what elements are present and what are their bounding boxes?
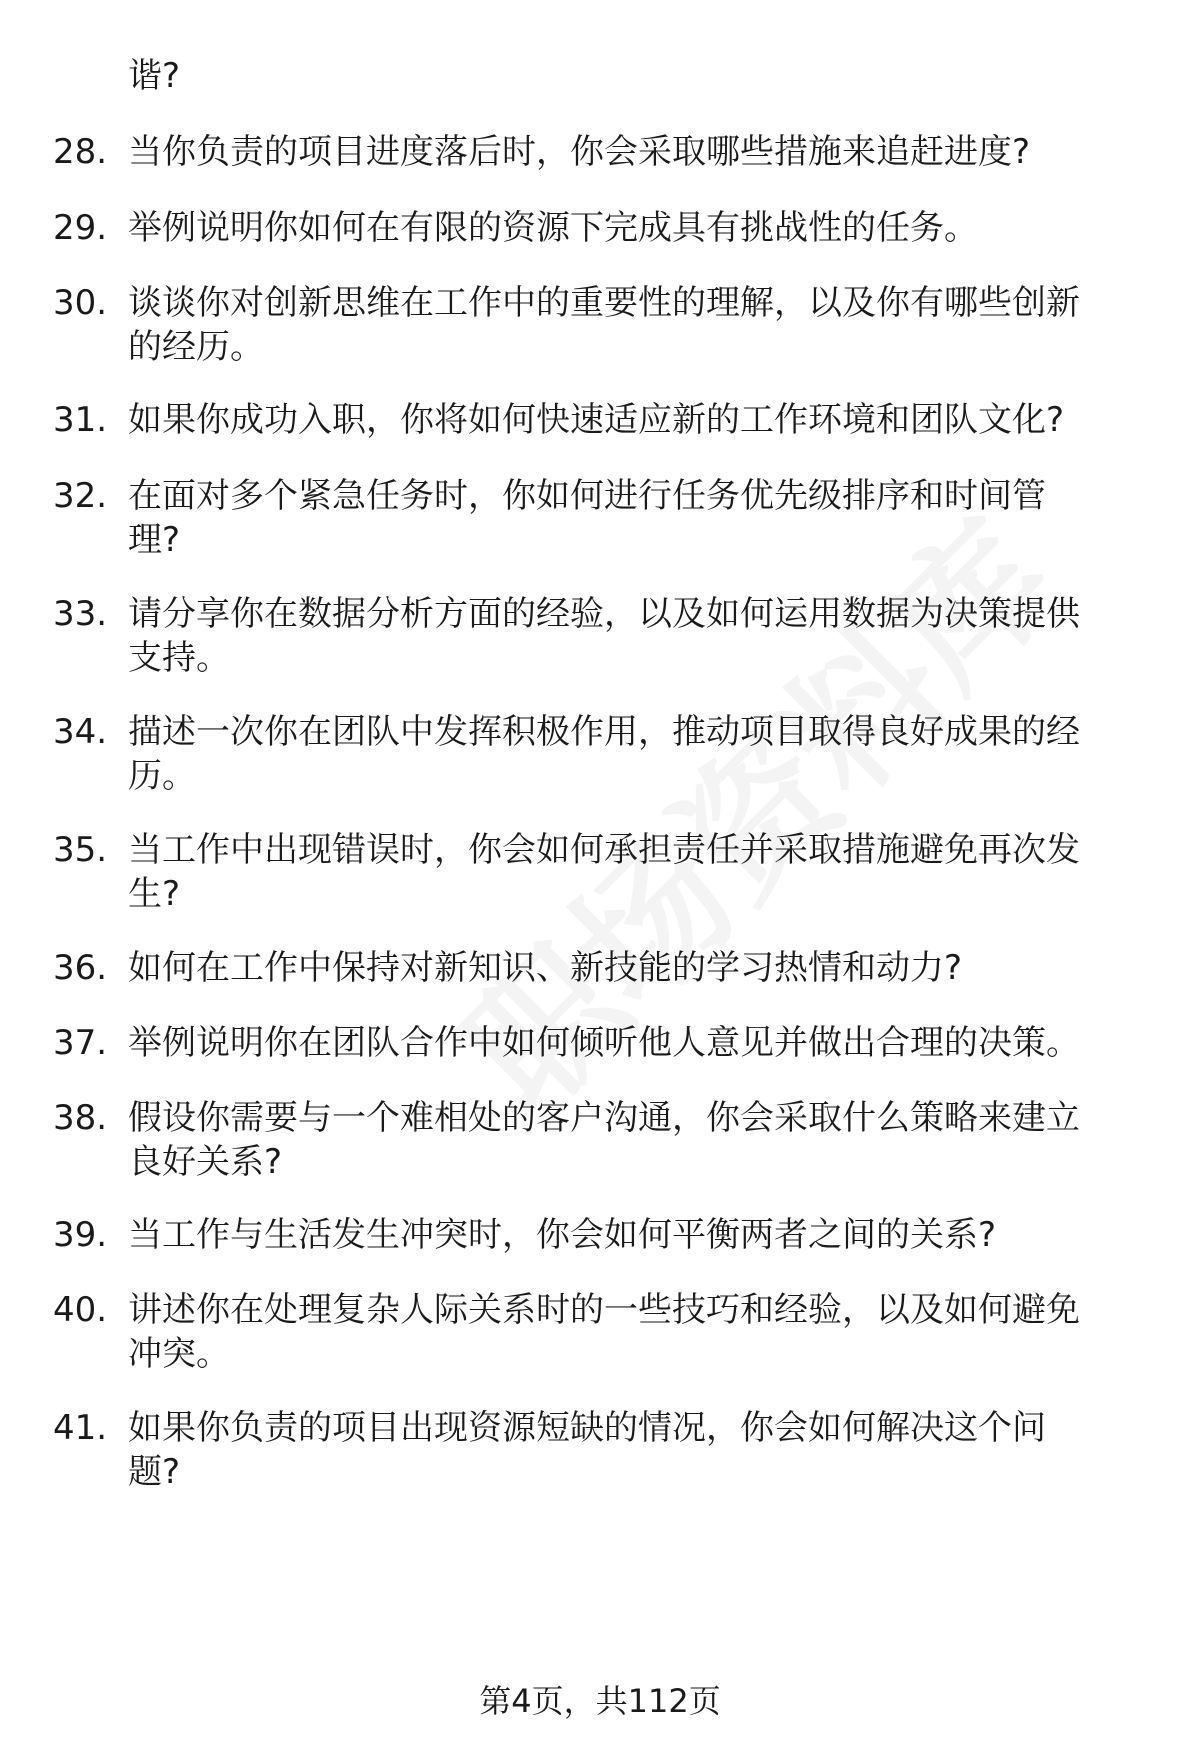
item-text: 如果你成功入职，你将如何快速适应新的工作环境和团队文化? <box>128 400 1065 440</box>
item-text: 在面对多个紧急任务时，你如何进行任务优先级排序和时间管 <box>128 476 1046 516</box>
item-text: 当工作与生活发生冲突时，你会如何平衡两者之间的关系? <box>128 1215 997 1255</box>
item-number: 34. <box>53 712 108 752</box>
item-text: 描述一次你在团队中发挥积极作用，推动项目取得良好成果的经 <box>128 712 1080 752</box>
item-text: 举例说明你如何在有限的资源下完成具有挑战性的任务。 <box>128 208 978 248</box>
item-text: 举例说明你在团队合作中如何倾听他人意见并做出合理的决策。 <box>128 1023 1080 1063</box>
item-number: 33. <box>53 594 108 634</box>
item-number: 37. <box>53 1023 108 1063</box>
item-text: 当工作中出现错误时，你会如何承担责任并采取措施避免再次发 <box>128 830 1080 870</box>
item-number: 35. <box>53 830 108 870</box>
continuation-text: 谐? <box>128 56 181 96</box>
item-number: 40. <box>53 1290 108 1330</box>
item-number: 38. <box>53 1098 108 1138</box>
item-text: 谈谈你对创新思维在工作中的重要性的理解，以及你有哪些创新 <box>128 283 1080 323</box>
item-text: 如何在工作中保持对新知识、新技能的学习热情和动力? <box>128 948 963 988</box>
item-number: 29. <box>53 208 108 248</box>
item-number: 41. <box>53 1408 108 1448</box>
item-text: 冲突。 <box>128 1334 230 1374</box>
item-number: 28. <box>53 132 108 172</box>
item-number: 39. <box>53 1215 108 1255</box>
item-text: 如果你负责的项目出现资源短缺的情况，你会如何解决这个问 <box>128 1408 1046 1448</box>
item-text: 生? <box>128 874 181 914</box>
item-text: 理? <box>128 520 181 560</box>
item-text: 题? <box>128 1452 181 1492</box>
item-text: 支持。 <box>128 638 230 678</box>
item-text: 请分享你在数据分析方面的经验，以及如何运用数据为决策提供 <box>128 594 1080 634</box>
item-number: 30. <box>53 283 108 323</box>
watermark <box>355 413 1144 1202</box>
item-text: 当你负责的项目进度落后时，你会采取哪些措施来追赶进度? <box>128 132 1031 172</box>
item-text: 假设你需要与一个难相处的客户沟通，你会采取什么策略来建立 <box>128 1098 1080 1138</box>
item-text: 讲述你在处理复杂人际关系时的一些技巧和经验，以及如何避免 <box>128 1290 1080 1330</box>
item-number: 32. <box>53 476 108 516</box>
item-text: 良好关系? <box>128 1142 283 1182</box>
item-number: 31. <box>53 400 108 440</box>
item-number: 36. <box>53 948 108 988</box>
item-text: 的经历。 <box>128 327 264 367</box>
page-footer: 第4页，共112页 <box>479 1682 721 1720</box>
item-text: 历。 <box>128 756 196 796</box>
